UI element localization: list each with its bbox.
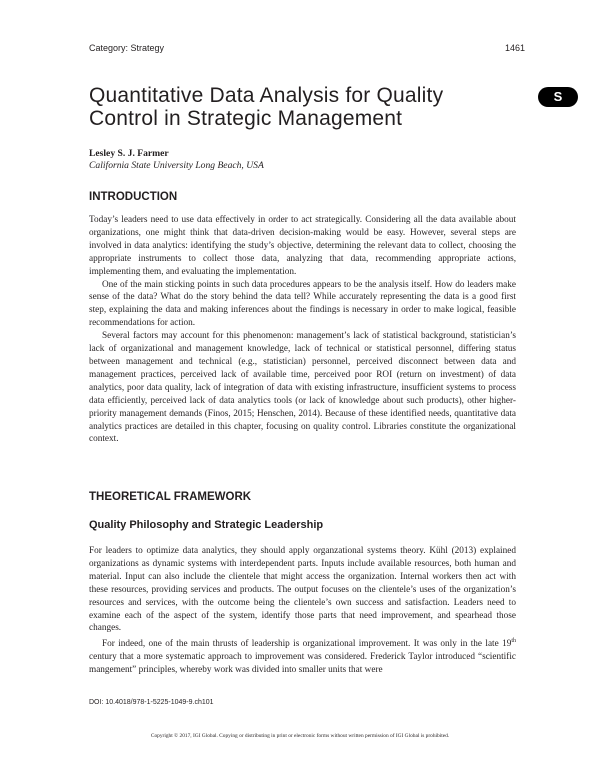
copyright-notice: Copyright © 2017, IGI Global. Copying or distributing in print or electronic forms without written permission of IGI Global is prohibited. bbox=[150, 733, 450, 739]
framework-paragraph-2-end: century that a more systematic approach to improvement was considered. Frederick Taylor introduced “scientific mangement” principles, whereby work was divided into smaller units that were bbox=[89, 652, 516, 676]
doi-line: DOI: 10.4018/978-1-5225-1049-9.ch101 bbox=[89, 699, 214, 706]
intro-paragraph-1: Today’s leaders need to use data effectively in order to act strategically. Considering all the data available about organizations, one might think that data-driven decision-making would be easy. However, several steps are involved in data analytics: identifying the study’s objective, determining the relevant data to collect, choosing the appropriate instruments to collect those data, analyzing that data, recommending appropriate actions, implementing them, and evaluating the implementation. bbox=[89, 215, 516, 277]
author-name: Lesley S. J. Farmer bbox=[89, 148, 169, 159]
author-affiliation: California State University Long Beach, USA bbox=[89, 160, 264, 171]
introduction-heading: INTRODUCTION bbox=[89, 191, 178, 203]
intro-paragraph-3: Several factors may account for this phenomenon: management’s lack of statistical background, statistician’s lack of organizational and management knowledge, lack of technical or statistical personnel, differing status between management and technical (e.g., statistician) personnel, perceived disconnect between data and management practices, perceived lack of available time, perceived poor ROI (return on investment) of data analytics, poor data quality, lack of integration of data with existing infrastructure, insufficient systems to process data efficiently, perceived lack of data analytics tools (or lack of knowledge about such products), other higher-priority management demands (Finos, 2015; Henschen, 2014). Because of these identified needs, quantitative data analytics practices are detailed in this chapter, focusing on quality control. Libraries constitute the organizational context. bbox=[89, 331, 516, 445]
chapter-title: Quantitative Data Analysis for Quality Control in Strategic Management bbox=[89, 84, 444, 130]
page-number: 1461 bbox=[504, 43, 525, 53]
subsection-heading: Quality Philosophy and Strategic Leadership bbox=[89, 519, 324, 531]
framework-paragraph-2 bbox=[89, 635, 516, 677]
section-letter-badge: S bbox=[538, 87, 578, 107]
category-label: Category: Strategy bbox=[89, 43, 165, 53]
framework-body bbox=[89, 545, 516, 677]
framework-paragraph-2-start: For indeed, one of the main thrusts of leadership is organizational improvement. It was only in the late 19 bbox=[102, 639, 512, 650]
introduction-body bbox=[89, 214, 516, 446]
framework-heading: THEORETICAL FRAMEWORK bbox=[89, 491, 252, 503]
framework-paragraph-1: For leaders to optimize data analytics, they should apply organzational systems theory. Kühl (2013) explained organizations as dynamic systems with interdependent parts. Inputs include available resources, both human and material. Input can also include the clientele that might access the organization. Internal workers then act with these resources, providing services and products. The output focuses on the clientele’s uses of the organization’s resources and services, with the outcome being the clientele’s own success and satisfaction. Leaders need to examine each of the aspect of the system, identify those parts that need improvement, and spearhead those changes. bbox=[89, 546, 516, 634]
superscript-th: th bbox=[511, 638, 516, 645]
intro-paragraph-2: One of the main sticking points in such data procedures appears to be the analysis itself. How do leaders make sense of the data? What do the story behind the data tell? While accurately representing the data is a good first step, explaining the data and making inferences about the findings is necessary in order to make logical, feasible recommendations for action. bbox=[89, 279, 516, 329]
